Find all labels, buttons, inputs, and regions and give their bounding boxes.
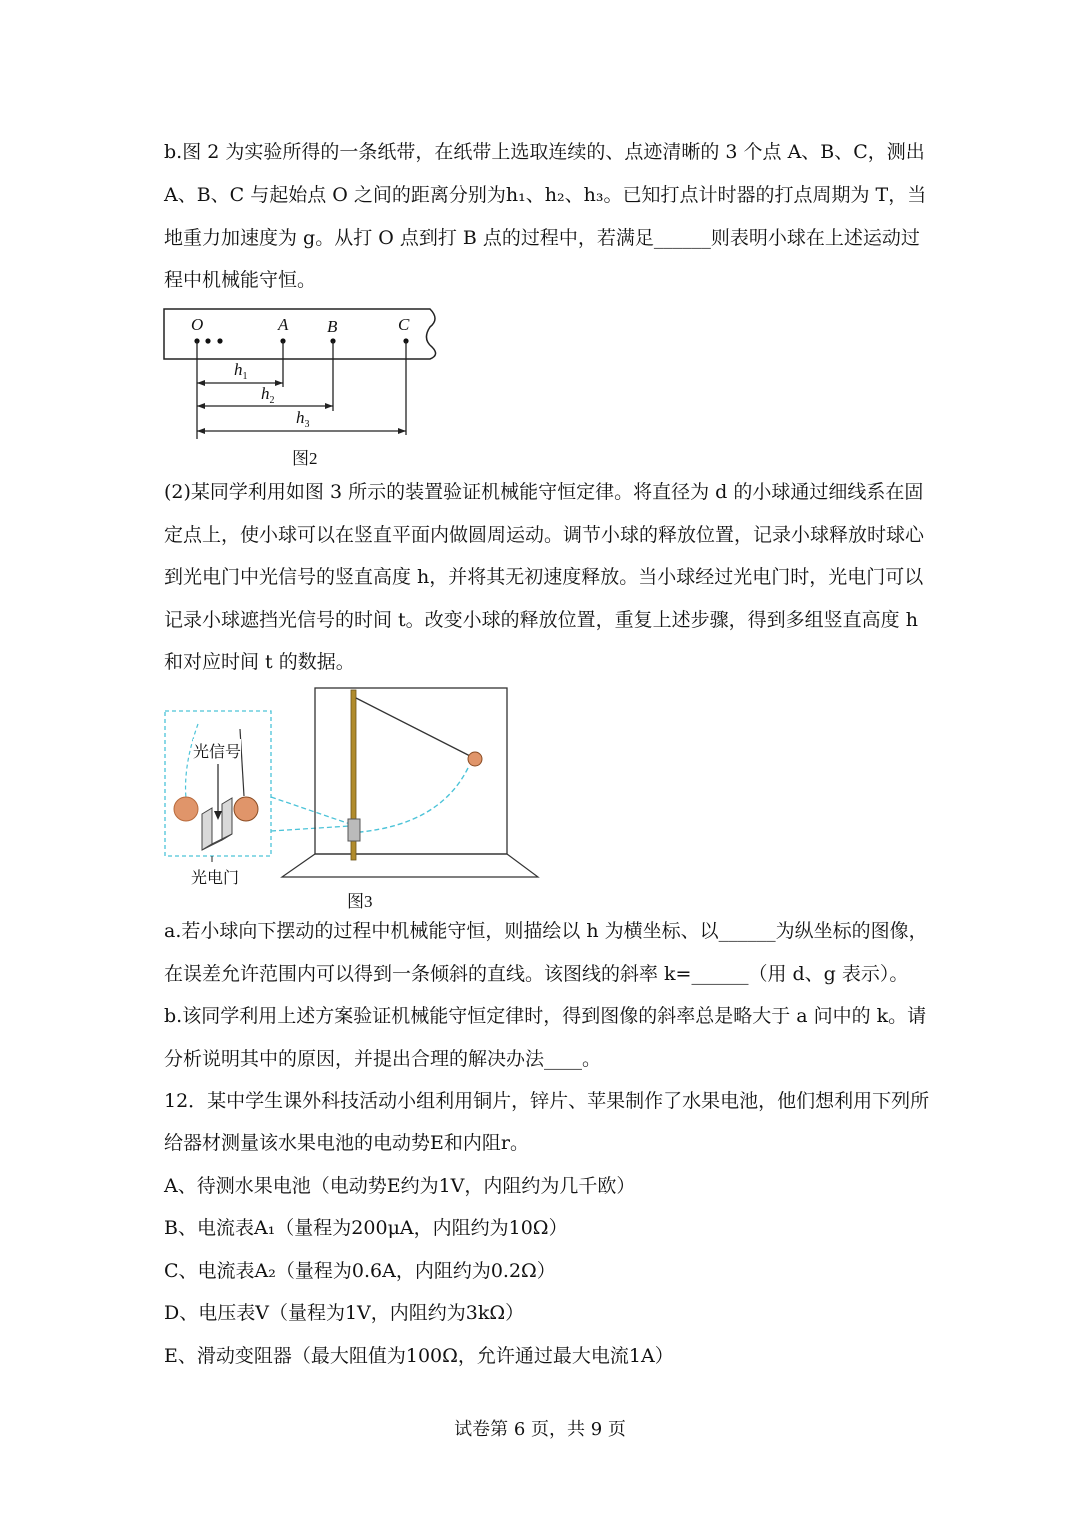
text-line: 定点上，使小球可以在竖直平面内做圆周运动。调节小球的释放位置，记录小球释放时球心 — [164, 524, 925, 546]
text-line: b.该同学利用上述方案验证机械能守恒定律时，得到图像的斜率总是略大于 a 问中的 k。请 — [164, 1005, 927, 1027]
figure-2-paper-tape — [160, 305, 450, 465]
text-line: 记录小球遮挡光信号的时间 t。改变小球的释放位置，重复上述步骤，得到多组竖直高度 h — [164, 609, 918, 631]
height-label-h2: $h_2$ — [261, 384, 275, 407]
height-label-h1: $h_1$ — [234, 360, 248, 383]
text-line: a.若小球向下摆动的过程中机械能守恒，则描绘以 h 为横坐标、以______为纵坐标的图像， — [164, 920, 928, 942]
light-signal-label: 光信号 — [193, 739, 241, 762]
figure-2-caption: 图2 — [292, 449, 318, 468]
photogate-label: 光电门 — [191, 868, 240, 887]
point-label-b: B — [327, 317, 338, 336]
point-label-o: O — [191, 315, 204, 334]
equipment-item: C、电流表A₂（量程为0.6A，内阻约为0.2Ω） — [164, 1260, 556, 1282]
text-line: A、B、C 与起始点 O 之间的距离分别为h₁、h₂、h₃。已知打点计时器的打点周期为 T，当 — [164, 184, 927, 206]
text-line: 到光电门中光信号的竖直高度 h，并将其无初速度释放。当小球经过光电门时，光电门可以 — [164, 566, 924, 588]
text-line: 分析说明其中的原因，并提出合理的解决办法____。 — [164, 1048, 602, 1070]
point-label-a: A — [278, 315, 289, 334]
text-line: 程中机械能守恒。 — [164, 269, 317, 291]
text-line: b.图 2 为实验所得的一条纸带，在纸带上选取连续的、点迹清晰的 3 个点 A、B、C，测出 — [164, 141, 925, 163]
figure-3-pendulum-apparatus — [160, 684, 550, 887]
equipment-item: B、电流表A₁（量程为200μA，内阻约为10Ω） — [164, 1217, 568, 1239]
point-label-c: C — [398, 315, 410, 334]
text-line: 12．某中学生课外科技活动小组利用铜片，锌片、苹果制作了水果电池，他们想利用下列所 — [164, 1090, 930, 1112]
text-line: 地重力加速度为 g。从打 O 点到打 B 点的过程中，若满足______则表明小球在上述运动过 — [164, 227, 920, 249]
height-label-h3: $h_3$ — [296, 408, 310, 431]
pendulum-diagram — [160, 684, 550, 884]
text-line: 在误差允许范围内可以得到一条倾斜的直线。该图线的斜率 k=______（用 d、g 表示）。 — [164, 963, 909, 985]
equipment-item: A、待测水果电池（电动势E约为1V，内阻约为几千欧） — [164, 1175, 636, 1197]
equipment-item: E、滑动变阻器（最大阻值为100Ω，允许通过最大电流1A） — [164, 1345, 674, 1367]
text-line: (2)某同学利用如图 3 所示的装置验证机械能守恒定律。将直径为 d 的小球通过细线系在固 — [164, 481, 924, 503]
text-line: 给器材测量该水果电池的电动势E和内阻r。 — [164, 1132, 529, 1154]
page-footer: 试卷第 6 页，共 9 页 — [454, 1419, 626, 1440]
equipment-item: D、电压表V（量程为1V，内阻约为3kΩ） — [164, 1302, 525, 1324]
text-line: 和对应时间 t 的数据。 — [164, 651, 355, 673]
figure-3-caption: 图3 — [347, 892, 373, 911]
